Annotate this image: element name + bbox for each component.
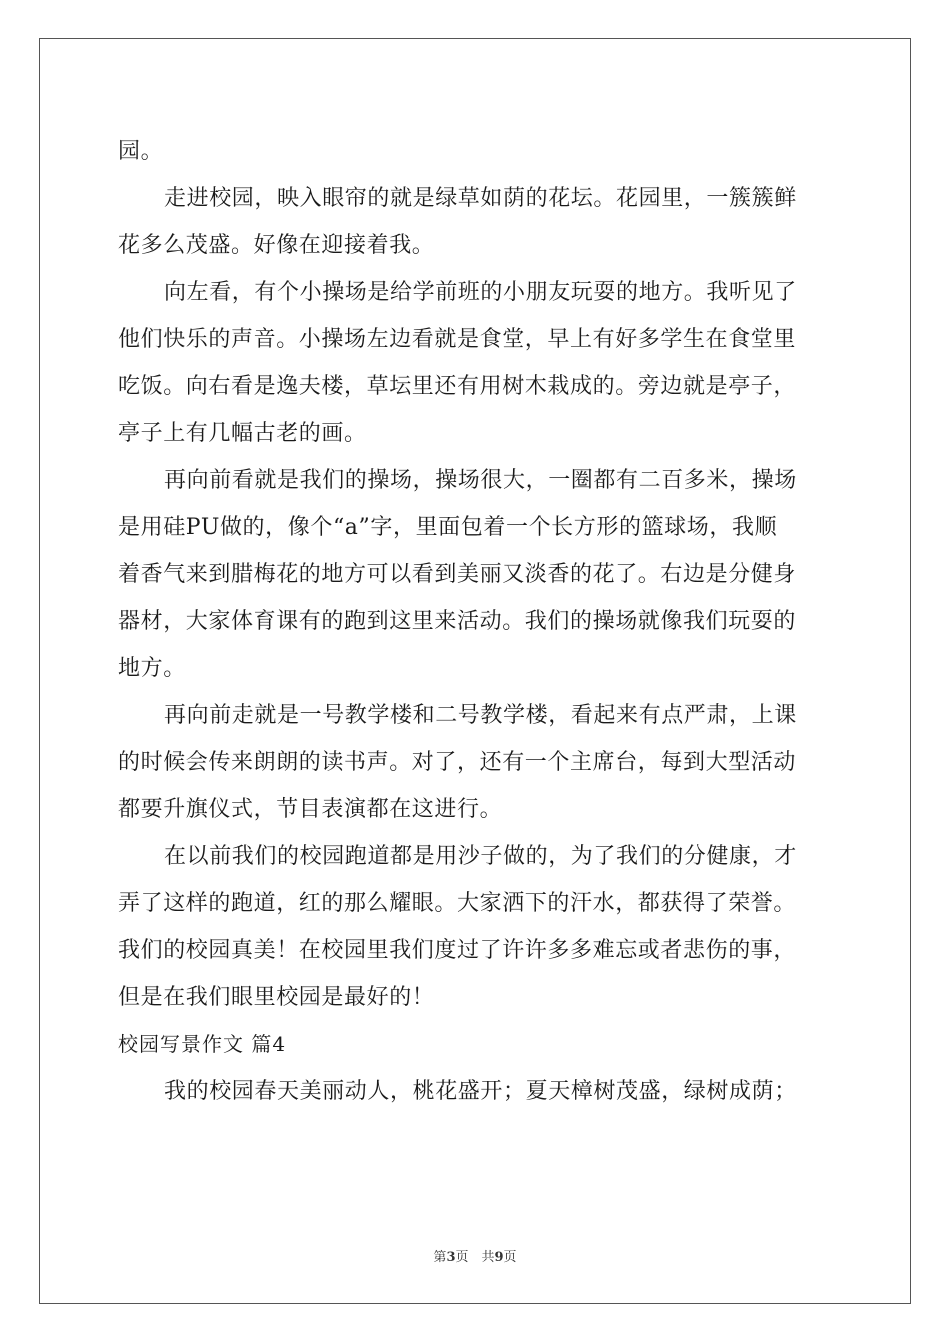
footer-suffix: 页 [503, 1250, 517, 1265]
paragraph-line: 在以前我们的校园跑道都是用沙子做的，为了我们的分健康，才 [164, 844, 797, 869]
current-page-number: 3 [446, 1250, 456, 1265]
paragraph-line: 是用硅PU做的，像个“a”字，里面包着一个长方形的篮球场，我顺 [118, 515, 778, 540]
paragraph-line: 我的校园春天美丽动人，桃花盛开；夏天樟树茂盛，绿树成荫； [164, 1079, 797, 1104]
section-heading: 校园写景作文 篇4 [118, 1032, 287, 1056]
paragraph-line: 再向前看就是我们的操场，操场很大，一圈都有二百多米，操场 [164, 468, 797, 493]
total-page-number: 9 [494, 1250, 504, 1265]
paragraph-line: 花多么茂盛。好像在迎接着我。 [118, 233, 435, 258]
paragraph-line: 都要升旗仪式，节目表演都在这进行。 [118, 797, 503, 822]
paragraph-line: 但是在我们眼里校园是最好的！ [118, 985, 435, 1010]
paragraph-line: 向左看，有个小操场是给学前班的小朋友玩耍的地方。我听见了 [164, 280, 797, 305]
paragraph-line: 园。 [118, 139, 164, 164]
paragraph-line: 我们的校园真美！在校园里我们度过了许许多多难忘或者悲伤的事， [118, 938, 797, 963]
paragraph-line: 吃饭。向右看是逸夫楼，草坛里还有用树木栽成的。旁边就是亭子， [118, 374, 797, 399]
paragraph-line: 他们快乐的声音。小操场左边看就是食堂，早上有好多学生在食堂里 [118, 327, 797, 352]
page-footer [0, 1246, 950, 1265]
footer-prefix: 第 [433, 1250, 447, 1265]
paragraph-line: 器材，大家体育课有的跑到这里来活动。我们的操场就像我们玩耍的 [118, 609, 797, 634]
document-body [118, 128, 833, 1115]
paragraph-line: 再向前走就是一号教学楼和二号教学楼，看起来有点严肃，上课 [164, 703, 797, 728]
footer-middle: 页 共 [455, 1250, 495, 1265]
paragraph-line: 地方。 [118, 656, 186, 681]
paragraph-line: 走进校园，映入眼帘的就是绿草如荫的花坛。花园里，一簇簇鲜 [164, 186, 797, 211]
paragraph-line: 亭子上有几幅古老的画。 [118, 421, 367, 446]
paragraph-line: 弄了这样的跑道，红的那么耀眼。大家洒下的汗水，都获得了荣誉。 [118, 891, 797, 916]
paragraph-line: 的时候会传来朗朗的读书声。对了，还有一个主席台，每到大型活动 [118, 750, 797, 775]
paragraph-line: 着香气来到腊梅花的地方可以看到美丽又淡香的花了。右边是分健身 [118, 562, 797, 587]
